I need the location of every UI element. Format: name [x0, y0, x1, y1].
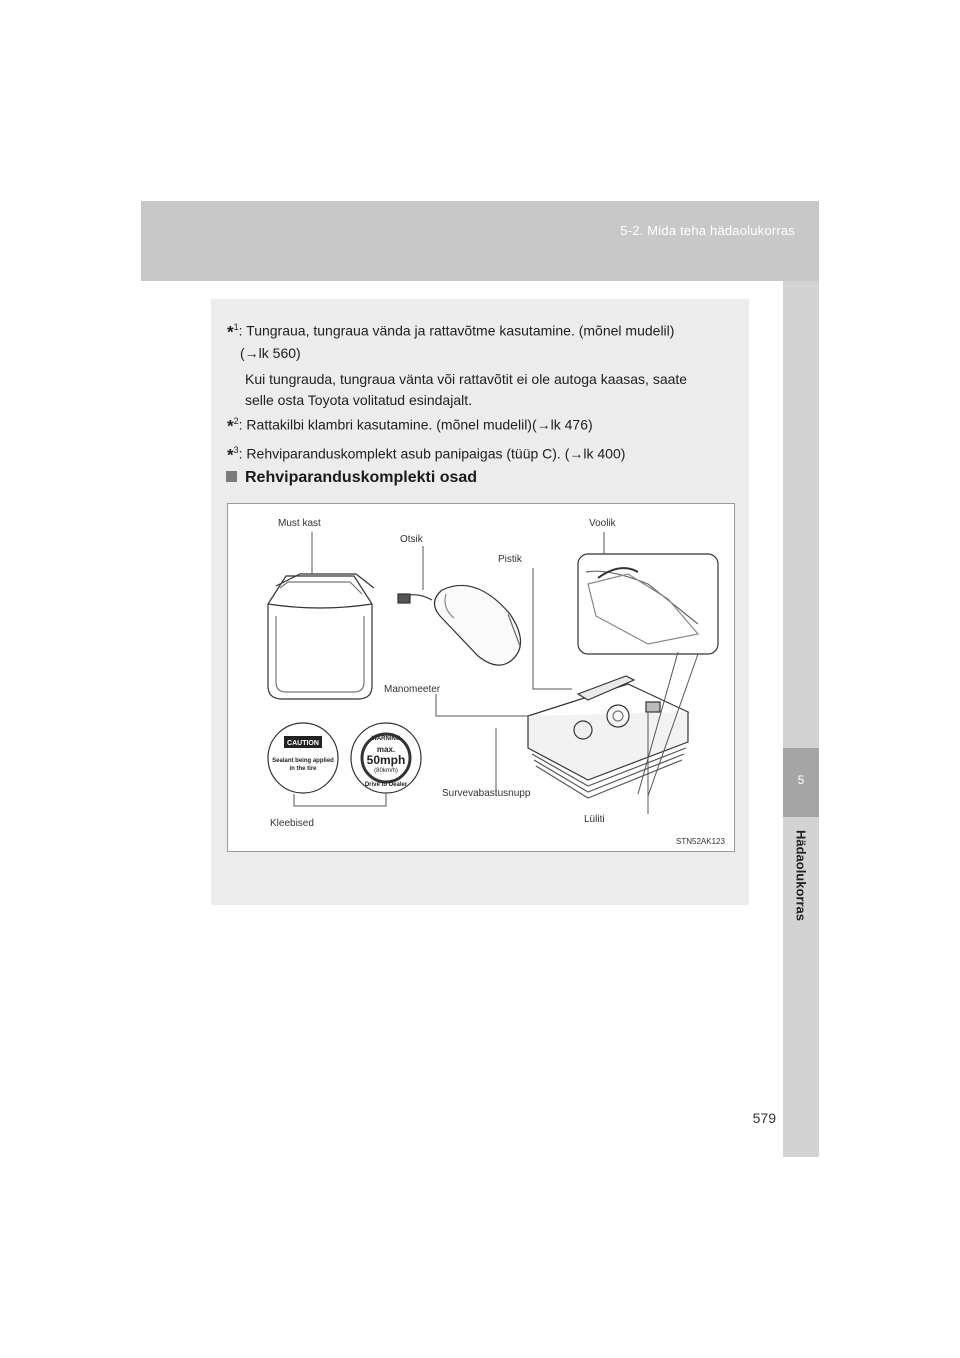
sticker-warning-title: WARNING [371, 736, 401, 742]
label-pistik: Pistik [498, 554, 522, 565]
sticker-caution-title: CAUTION [287, 740, 319, 747]
sticker-warning-speed: 50mph [366, 753, 406, 767]
chapter-number: 5 [797, 773, 805, 787]
sticker-warning-bottom: Drive to Dealer [364, 782, 408, 788]
sticker-caution-line1: Sealant being applied [272, 758, 334, 764]
page-number: 579 [752, 1110, 776, 1126]
note-1: *$^1$: Tungraua, tungraua vända ja rattavõtme kasutamine. (mõnel mudelil) (→lk 560) [227, 322, 675, 361]
note-2: *$^2$: Rattakilbi klambri kasutamine. (mõnel mudelil)(→lk 476) [227, 416, 593, 436]
note-3: *$^3$: Rehviparanduskomplekt asub panipaigas (tüüp C). (→lk 400) [227, 445, 626, 465]
content-box [211, 299, 749, 905]
label-voolik: Voolik [589, 518, 616, 529]
repair-kit-figure [227, 503, 735, 852]
chapter-tab[interactable] [783, 748, 819, 817]
sealant-bottle-illustration [398, 585, 521, 665]
header-band [141, 201, 819, 281]
section-title: Rehviparanduskomplekti osad [226, 469, 477, 487]
hose-inset-illustration [578, 554, 718, 654]
square-bullet-icon [226, 471, 237, 482]
section-header: 5-2. Mida teha hädaolukorras [620, 223, 795, 238]
compressor-illustration [528, 676, 688, 798]
label-must-kast: Must kast [278, 518, 321, 529]
figure-code: STN52AK123 [676, 837, 725, 846]
sticker-warning-kmh: (80km/h) [374, 768, 398, 774]
sticker-warning-max: max. [376, 745, 396, 754]
chapter-sidebar [783, 281, 819, 1157]
black-box-illustration [268, 574, 374, 699]
note-1-detail: Kui tungrauda, tungraua vänta või rattavõtit ei ole autoga kaasas, saate selle osta Toyota volitatud esindajalt. [245, 371, 688, 408]
label-luliti: Lüliti [584, 814, 605, 825]
label-otsik: Otsik [400, 534, 423, 545]
chapter-title: Hädaolukorras [793, 829, 809, 922]
label-kleebised: Kleebised [270, 818, 314, 829]
label-survevabastusnupp: Survevabastusnupp [442, 788, 531, 799]
sticker-caution-line2: in the tire [289, 766, 317, 772]
label-manomeeter: Manomeeter [384, 684, 441, 695]
note-1-ref: (→lk 560) [240, 344, 301, 361]
